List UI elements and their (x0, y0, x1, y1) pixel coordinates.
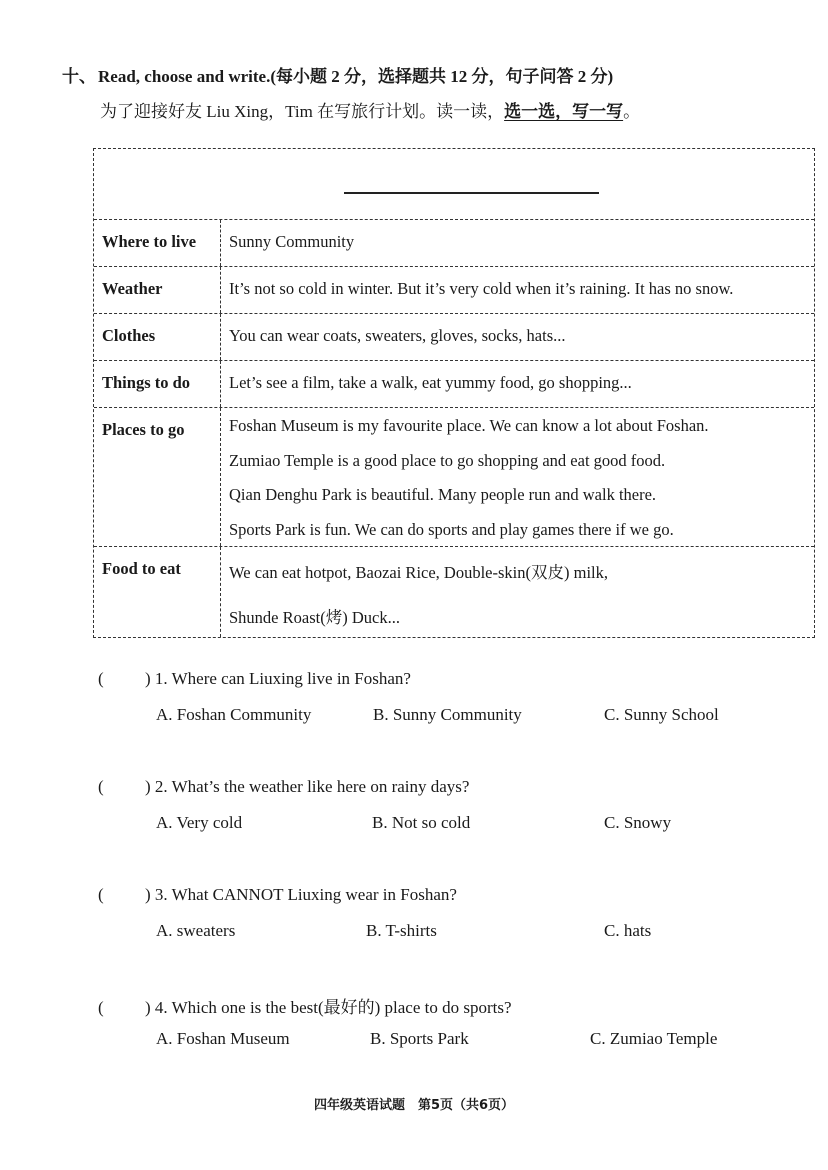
q3-option-c: C. hats (604, 921, 652, 940)
content-line: Let’s see a film, take a walk, eat yummy food, go shopping... (229, 373, 632, 392)
q3-option-b: B. T-shirts (366, 921, 437, 940)
title-answer-blank[interactable] (344, 192, 599, 194)
content-line: Sunny Community (229, 232, 355, 251)
question-1 (98, 669, 411, 689)
row-label: Places to go (94, 408, 221, 546)
q4-option-b: B. Sports Park (370, 1029, 469, 1048)
plan-row-clothes (94, 314, 814, 361)
question-2 (98, 777, 469, 797)
section-heading (62, 62, 613, 87)
answer-paren[interactable]: ( (98, 669, 104, 688)
row-label: Clothes (94, 314, 221, 360)
q2-option-a: A. Very cold (156, 813, 243, 832)
content-line: Foshan Museum is my favourite place. We can know a lot about Foshan. (229, 416, 709, 435)
question-text: ) 2. What’s the weather like here on rainy days? (145, 777, 470, 796)
section-intro (100, 97, 640, 122)
content-line: Zumiao Temple is a good place to go shopping and eat good food. (229, 450, 666, 470)
row-label: Food to eat (94, 547, 221, 637)
row-content (229, 373, 808, 408)
question-text: ) 1. Where can Liuxing live in Foshan? (145, 669, 411, 688)
question-text: ) 3. What CANNOT Liuxing wear in Foshan? (145, 885, 457, 904)
section-title: Read, choose and write. (98, 67, 271, 86)
content-line: Sports Park is fun. We can do sports and play games there if we go. (229, 519, 674, 539)
plan-row-food-to-eat (94, 547, 814, 637)
row-content (229, 559, 808, 649)
intro-end: 。 (623, 102, 641, 121)
q4-option-c: C. Zumiao Temple (590, 1029, 718, 1048)
question-4 (98, 993, 512, 1018)
section-number: 十、 (62, 67, 96, 86)
row-content (229, 326, 808, 361)
plan-title-row (94, 149, 814, 220)
section-scoring: (每小题 2 分，选择题共 12 分，句子问答 2 分) (270, 67, 614, 86)
answer-paren[interactable]: ( (98, 777, 104, 796)
content-line: Qian Denghu Park is beautiful. Many people run and walk there. (229, 485, 657, 504)
content-line: Shunde Roast(烤) Duck... (229, 608, 400, 627)
content-line: We can eat hotpot, Baozai Rice, Double-skin(双皮) milk, (229, 563, 608, 582)
intro-emphasis: 选一选，写一写 (504, 102, 624, 121)
q2-option-c: C. Snowy (604, 813, 672, 832)
q4-option-a: A. Foshan Museum (156, 1029, 290, 1048)
row-label: Things to do (94, 361, 221, 407)
row-content (229, 279, 808, 314)
question-3 (98, 885, 457, 905)
plan-row-things-to-do (94, 361, 814, 408)
row-content (229, 416, 808, 554)
answer-paren[interactable]: ( (98, 998, 104, 1017)
content-line: You can wear coats, sweaters, gloves, socks, hats... (229, 326, 566, 345)
travel-plan-table (93, 148, 815, 638)
plan-row-where-to-live (94, 220, 814, 267)
row-label: Weather (94, 267, 221, 313)
q1-option-a: A. Foshan Community (156, 705, 312, 724)
row-label: Where to live (94, 220, 221, 266)
q1-option-c: C. Sunny School (604, 705, 719, 724)
plan-row-places-to-go (94, 408, 814, 547)
intro-text: 为了迎接好友 Liu Xing，Tim 在写旅行计划。读一读， (100, 102, 505, 121)
plan-row-weather (94, 267, 814, 314)
q2-option-b: B. Not so cold (372, 813, 471, 832)
row-content (229, 232, 808, 267)
q3-option-a: A. sweaters (156, 921, 236, 940)
answer-paren[interactable]: ( (98, 885, 104, 904)
question-text: ) 4. Which one is the best(最好的) place to do sports? (145, 998, 512, 1017)
page-footer: 四年级英语试题 第5页（共6页） (313, 1098, 515, 1113)
q1-option-b: B. Sunny Community (373, 705, 522, 724)
content-line: It’s not so cold in winter. But it’s very cold when it’s raining. It has no snow. (229, 279, 734, 298)
